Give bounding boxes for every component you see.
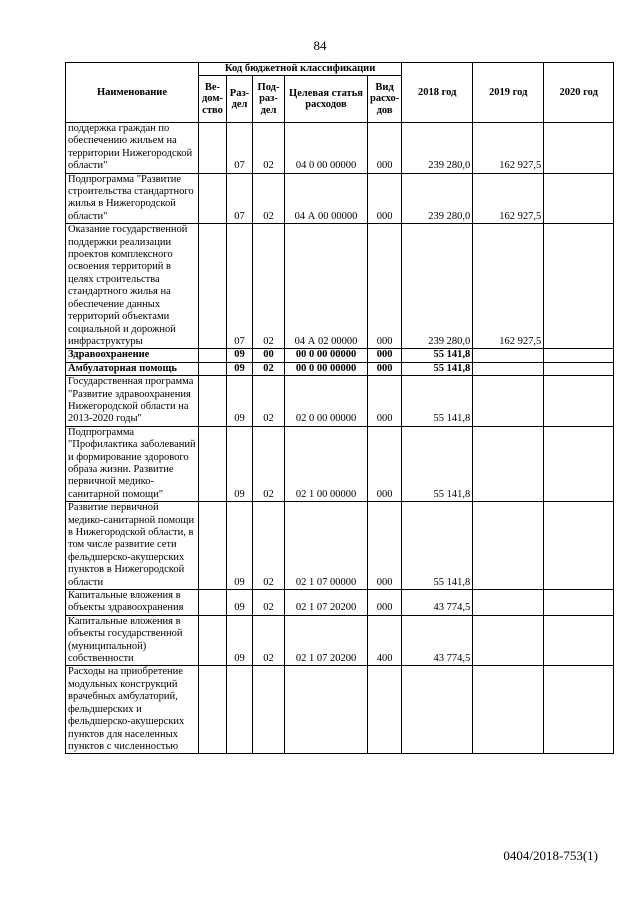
row-expense-type: 000: [368, 590, 402, 616]
row-expense-type: 000: [368, 349, 402, 362]
row-2018: 55 141,8: [402, 362, 473, 375]
row-target-item: 02 1 07 20200: [285, 615, 368, 666]
row-section: 09: [227, 376, 253, 427]
header-2019: 2019 год: [473, 63, 544, 123]
row-department: [199, 362, 227, 375]
row-subsection: 02: [253, 123, 285, 174]
row-expense-type: 000: [368, 123, 402, 174]
row-2019: [473, 666, 544, 754]
row-name: Амбулаторная помощь: [66, 362, 199, 375]
row-2020: [544, 666, 614, 754]
row-department: [199, 426, 227, 501]
row-2020: [544, 362, 614, 375]
row-name: Капитальные вложения в объекты здравоохранения: [66, 590, 199, 616]
table-row: [66, 590, 614, 616]
row-target-item: 02 1 07 20200: [285, 590, 368, 616]
row-2019: [473, 426, 544, 501]
row-department: [199, 349, 227, 362]
row-section: 09: [227, 615, 253, 666]
row-name: поддержка граждан по обеспечению жильем на территории Нижегородской области": [66, 123, 199, 174]
header-code-group: Код бюджетной классификации: [199, 63, 402, 76]
row-section: 07: [227, 224, 253, 349]
table-row: [66, 362, 614, 375]
row-name: Расходы на приобретение модульных конструкций врачебных амбулаторий, фельдшерских и фельдшерско-акушерских пунктов для населенных пунктов с численностью: [66, 666, 199, 754]
row-section: 07: [227, 173, 253, 224]
row-section: 07: [227, 123, 253, 174]
row-expense-type: 000: [368, 173, 402, 224]
row-2020: [544, 173, 614, 224]
row-2019: [473, 376, 544, 427]
row-subsection: 00: [253, 349, 285, 362]
row-name: Подпрограмма "Развитие строительства стандартного жилья в Нижегородской области": [66, 173, 199, 224]
page-number: 84: [313, 38, 327, 53]
row-section: 09: [227, 590, 253, 616]
row-subsection: 02: [253, 426, 285, 501]
row-2020: [544, 123, 614, 174]
row-subsection: 02: [253, 502, 285, 590]
row-target-item: 02 1 00 00000: [285, 426, 368, 501]
table-row: [66, 376, 614, 427]
row-section: 09: [227, 362, 253, 375]
table-row: [66, 224, 614, 349]
row-2020: [544, 376, 614, 427]
table-row: [66, 426, 614, 501]
table-row: [66, 502, 614, 590]
header-2020: 2020 год: [544, 63, 614, 123]
row-name: Развитие первичной медико-санитарной помощи в Нижегородской области, в том числе развитие сети фельдшерско-акушерских пунктов в Нижегородской области: [66, 502, 199, 590]
row-department: [199, 615, 227, 666]
row-target-item: 00 0 00 00000: [285, 349, 368, 362]
row-2020: [544, 590, 614, 616]
row-2018: 55 141,8: [402, 349, 473, 362]
row-target-item: 02 0 00 00000: [285, 376, 368, 427]
table-body: [66, 123, 614, 754]
header-expense-type: Вид расхо-дов: [368, 76, 402, 123]
row-2018: 55 141,8: [402, 376, 473, 427]
row-subsection: 02: [253, 615, 285, 666]
row-section: 09: [227, 426, 253, 501]
row-target-item: 04 А 00 00000: [285, 173, 368, 224]
row-target-item: [285, 666, 368, 754]
row-name: Подпрограмма "Профилактика заболеваний и формирование здорового образа жизни. Развитие первичной медико-санитарной помощи": [66, 426, 199, 501]
row-department: [199, 173, 227, 224]
row-section: [227, 666, 253, 754]
row-department: [199, 123, 227, 174]
row-section: 09: [227, 502, 253, 590]
row-2020: [544, 349, 614, 362]
row-name: Государственная программа "Развитие здравоохранения Нижегородской области на 2013-2020 годы": [66, 376, 199, 427]
row-2019: [473, 590, 544, 616]
row-2020: [544, 426, 614, 501]
header-2018: 2018 год: [402, 63, 473, 123]
header-name: Наименование: [66, 63, 199, 123]
row-2019: [473, 349, 544, 362]
row-department: [199, 502, 227, 590]
header-section: Раз-дел: [227, 76, 253, 123]
row-2020: [544, 502, 614, 590]
table-row: [66, 173, 614, 224]
table-row: [66, 123, 614, 174]
row-expense-type: 000: [368, 376, 402, 427]
table-row: [66, 615, 614, 666]
row-department: [199, 590, 227, 616]
table-header: [66, 63, 614, 123]
row-target-item: 04 А 02 00000: [285, 224, 368, 349]
row-subsection: 02: [253, 590, 285, 616]
row-name: Здравоохранение: [66, 349, 199, 362]
row-expense-type: 000: [368, 426, 402, 501]
row-department: [199, 224, 227, 349]
row-expense-type: 400: [368, 615, 402, 666]
row-section: 09: [227, 349, 253, 362]
row-name: Оказание государственной поддержки реализации проектов комплексного освоения территорий в целях строительства стандартного жилья на обеспечение данных территорий объектами социальной и дорожной инфраструктуры: [66, 224, 199, 349]
table-row: [66, 349, 614, 362]
row-expense-type: 000: [368, 502, 402, 590]
row-expense-type: 000: [368, 362, 402, 375]
row-expense-type: 000: [368, 224, 402, 349]
row-2018: 239 280,0: [402, 224, 473, 349]
row-subsection: [253, 666, 285, 754]
row-2018: 239 280,0: [402, 173, 473, 224]
document-code: 0404/2018-753(1): [503, 848, 598, 863]
header-target-item: Целевая статья расходов: [285, 76, 368, 123]
row-2019: [473, 362, 544, 375]
row-2019: 162 927,5: [473, 173, 544, 224]
row-2020: [544, 615, 614, 666]
row-2020: [544, 224, 614, 349]
row-department: [199, 376, 227, 427]
table-row: [66, 666, 614, 754]
row-2019: 162 927,5: [473, 224, 544, 349]
row-subsection: 02: [253, 224, 285, 349]
row-2018: [402, 666, 473, 754]
row-2019: [473, 615, 544, 666]
row-expense-type: [368, 666, 402, 754]
row-name: Капитальные вложения в объекты государственной (муниципальной) собственности: [66, 615, 199, 666]
row-target-item: 02 1 07 00000: [285, 502, 368, 590]
row-target-item: 04 0 00 00000: [285, 123, 368, 174]
row-subsection: 02: [253, 376, 285, 427]
row-target-item: 00 0 00 00000: [285, 362, 368, 375]
row-2018: 55 141,8: [402, 502, 473, 590]
row-2018: 43 774,5: [402, 615, 473, 666]
header-department: Ве-дом-ство: [199, 76, 227, 123]
row-2018: 239 280,0: [402, 123, 473, 174]
row-2019: [473, 502, 544, 590]
row-subsection: 02: [253, 362, 285, 375]
row-2019: 162 927,5: [473, 123, 544, 174]
row-2018: 55 141,8: [402, 426, 473, 501]
row-subsection: 02: [253, 173, 285, 224]
row-department: [199, 666, 227, 754]
row-2018: 43 774,5: [402, 590, 473, 616]
budget-table: [65, 62, 614, 754]
header-subsection: Под-раз-дел: [253, 76, 285, 123]
